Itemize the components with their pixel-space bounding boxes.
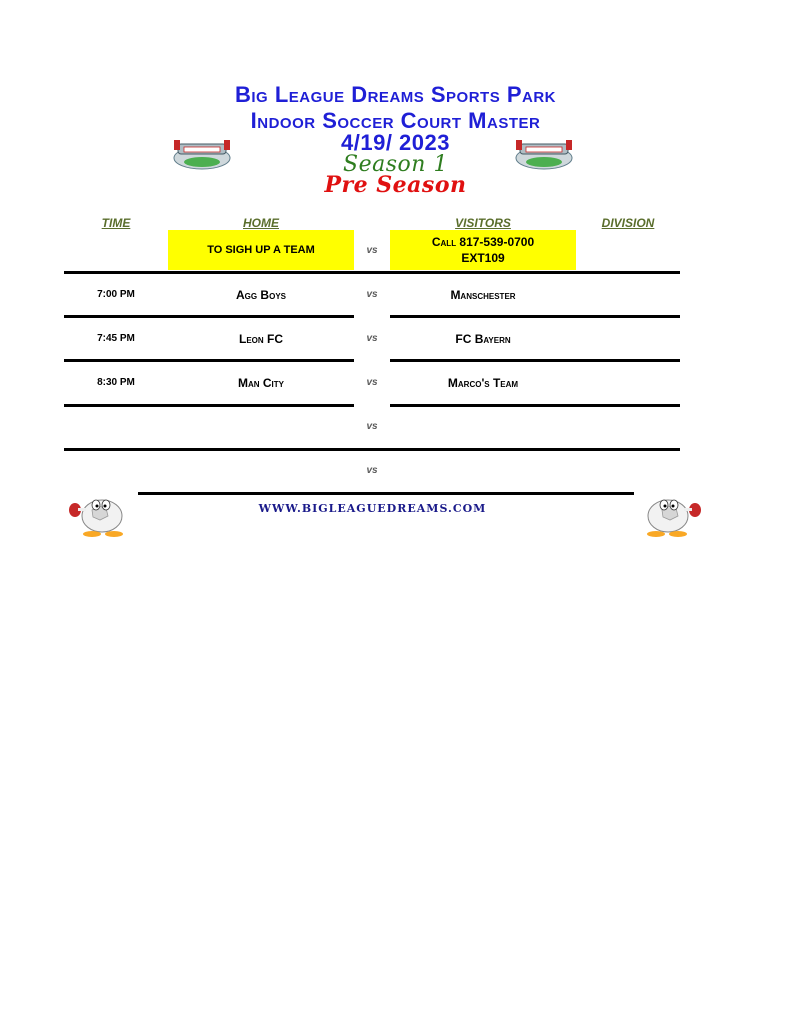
game-time: 7:00 PM	[97, 289, 135, 300]
row-divider	[64, 315, 354, 318]
soccer-ball-mascot-left-icon	[66, 488, 138, 538]
row-divider	[390, 315, 680, 318]
home-team: Man City	[238, 376, 284, 390]
row-divider	[64, 359, 354, 362]
row-divider	[64, 448, 680, 451]
preseason-label: Pre Season	[324, 172, 467, 198]
vs-label: vs	[366, 465, 378, 476]
column-header-visitors: VISITORS	[455, 216, 511, 230]
website-link[interactable]: WWW.BIGLEAGUEDREAMS.COM	[258, 502, 487, 515]
row-divider	[390, 404, 680, 407]
column-header-time: TIME	[101, 216, 131, 230]
row-divider	[64, 271, 680, 274]
row-divider	[64, 404, 354, 407]
signup-phone: Call 817-539-0700	[431, 235, 535, 249]
stadium-logo-right	[514, 136, 574, 170]
vs-label: vs	[366, 333, 378, 344]
vs-label: vs	[366, 377, 378, 388]
game-time: 7:45 PM	[97, 333, 135, 344]
row-divider	[390, 359, 680, 362]
column-header-home: HOME	[243, 216, 279, 230]
vs-label: vs	[366, 421, 378, 432]
signup-vs: vs	[366, 245, 378, 256]
home-team: Leon FC	[239, 332, 283, 346]
signup-extension: EXT109	[461, 251, 505, 265]
park-title: Big League Dreams Sports Park	[234, 82, 557, 107]
schedule-date: 4/19/ 2023	[341, 130, 450, 155]
court-title: Indoor Soccer Court Master	[250, 108, 541, 133]
column-header-division: DIVISION	[601, 216, 655, 230]
visitor-team: FC Bayern	[455, 332, 511, 346]
home-team: Agg Boys	[235, 288, 286, 302]
visitor-team: Manschester	[450, 288, 516, 302]
signup-home-text: TO SIGH UP A TEAM	[207, 244, 315, 256]
visitor-team: Marco's Team	[447, 376, 519, 390]
vs-label: vs	[366, 289, 378, 300]
footer-divider	[138, 492, 634, 495]
game-time: 8:30 PM	[97, 377, 135, 388]
stadium-logo-left	[172, 136, 232, 170]
season-label: Season 1	[343, 152, 448, 177]
soccer-ball-mascot-right-icon	[632, 488, 704, 538]
